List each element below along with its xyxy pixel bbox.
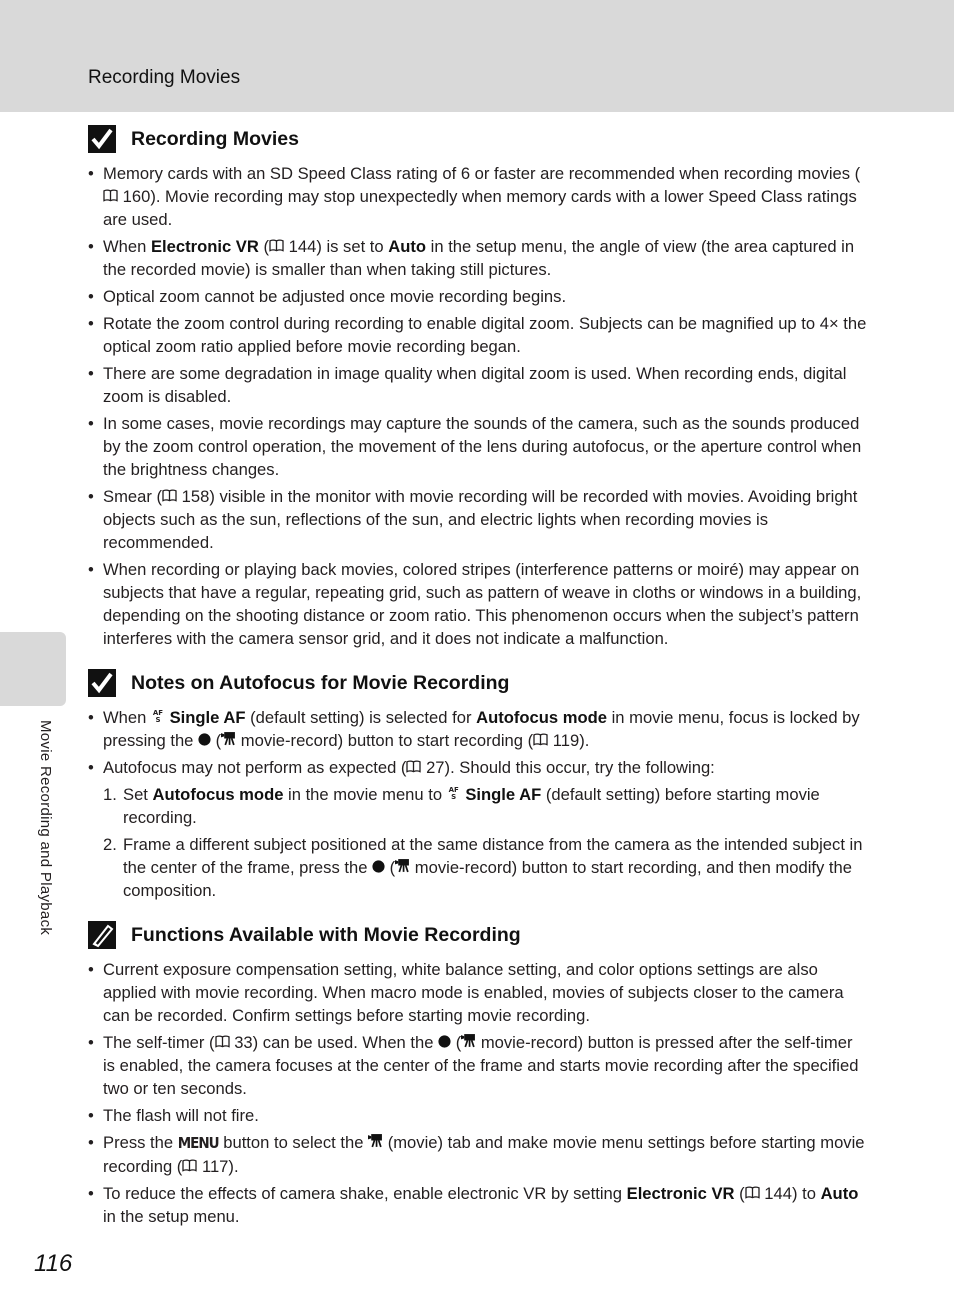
chapter-tab xyxy=(0,632,66,706)
book-reference-icon xyxy=(215,1035,230,1048)
movie-camera-icon xyxy=(221,731,236,746)
list-item: • There are some degradation in image quality when digital zoom is used. When recording ends, digital zoom is disabled. xyxy=(88,362,868,408)
list-item: • In some cases, movie recordings may capture the sounds of the camera, such as the sounds produced by the zoom control operation, the movement of the lens during autofocus, or the aperture control when the brightness changes. xyxy=(88,412,868,481)
page-header-title: Recording Movies xyxy=(88,67,241,88)
bullet-list xyxy=(88,162,868,650)
bullet-list xyxy=(88,706,868,902)
book-reference-icon xyxy=(406,760,421,773)
section-title: Recording Movies xyxy=(131,127,299,150)
list-item: • Memory cards with an SD Speed Class rating of 6 or faster are recommended when recording movies ( 160). Movie recording may stop unexpectedly when memory cards with a lower Speed Class ratings are used. xyxy=(88,162,868,231)
section-functions-available xyxy=(88,918,868,1228)
movie-camera-icon xyxy=(461,1033,476,1048)
section-heading xyxy=(88,122,868,156)
list-item: • When recording or playing back movies, colored stripes (interference patterns or moiré) may appear on subjects that have a regular, repeating grid, such as pattern of weave in cloths or windows in a building, depending on the shooting distance or zoom ratio. This phenomenon occurs when the subject’s pattern interferes with the camera sensor grid, and it does not indicate a malfunction. xyxy=(88,558,868,650)
section-title: Notes on Autofocus for Movie Recording xyxy=(131,671,510,694)
bullet-list xyxy=(88,958,868,1228)
book-reference-icon xyxy=(745,1186,760,1199)
book-reference-icon xyxy=(533,733,548,746)
numbered-steps xyxy=(103,783,868,902)
movie-camera-icon xyxy=(368,1133,383,1148)
note-pencil-icon xyxy=(88,921,116,949)
single-af-icon: AF S xyxy=(152,709,164,724)
list-item: • The flash will not fire. xyxy=(88,1104,868,1127)
list-item: • Smear ( 158) visible in the monitor with movie recording will be recorded with movies. Avoiding bright objects such as the sun, reflections of the sun, and electric lights when recording movies is recommended. xyxy=(88,485,868,554)
caution-check-icon xyxy=(88,669,116,697)
list-item: • The self-timer ( 33) can be used. When the ( movie-record) button is pressed after the self-timer is enabled, the camera focuses at the center of the frame and starts movie recording after the specified two or ten seconds. xyxy=(88,1031,868,1100)
list-item: • Press the MENU button to select the (movie) tab and make movie menu settings before starting movie recording ( 117). xyxy=(88,1131,868,1178)
header-band xyxy=(0,0,954,112)
book-reference-icon xyxy=(182,1159,197,1172)
section-heading xyxy=(88,918,868,952)
page-content xyxy=(88,122,868,1244)
step-item: 1. Set Autofocus mode in the movie menu to AF S Single AF (default setting) before starting movie recording. xyxy=(103,785,820,827)
book-reference-icon xyxy=(162,489,177,502)
list-item: • Optical zoom cannot be adjusted once movie recording begins. xyxy=(88,285,868,308)
menu-button-icon: MENU xyxy=(177,1134,219,1152)
list-item: • Current exposure compensation setting, white balance setting, and color options settings are also applied with movie recording. When macro mode is enabled, movies of subjects closer to the camera can be recorded. Confirm settings before starting movie recording. xyxy=(88,958,868,1027)
book-reference-icon xyxy=(103,189,118,202)
book-reference-icon xyxy=(269,239,284,252)
record-button-icon xyxy=(198,733,211,746)
list-item: • Autofocus may not perform as expected ( 27). Should this occur, try the following: 1. Set Autofocus mode in the movie menu to AF S Single AF (default setting) before starting movie recording. 2. Frame a different subject positioned at the same distance from the camera as the intended subject in the center of the frame, press the ( movie-record) button to start recording, and then modify the composition. xyxy=(88,756,868,902)
section-title: Functions Available with Movie Recording xyxy=(131,923,521,946)
list-item: • When AF S Single AF (default setting) is selected for Autofocus mode in movie menu, focus is locked by pressing the ( movie-record) button to start recording ( 119). xyxy=(88,706,868,752)
single-af-icon: AF S xyxy=(448,786,459,801)
list-item: • When Electronic VR ( 144) is set to Auto in the setup menu, the angle of view (the area captured in the recorded movie) is smaller than when taking still pictures. xyxy=(88,235,868,281)
page-number: 116 xyxy=(34,1250,73,1277)
record-button-icon xyxy=(438,1035,451,1048)
section-autofocus-notes xyxy=(88,666,868,902)
movie-camera-icon xyxy=(395,858,410,873)
list-item: • To reduce the effects of camera shake, enable electronic VR by setting Electronic VR ( 144) to Auto in the setup menu. xyxy=(88,1182,868,1228)
section-heading xyxy=(88,666,868,700)
section-recording-movies xyxy=(88,122,868,650)
chapter-tab-label: Movie Recording and Playback xyxy=(37,720,54,936)
record-button-icon xyxy=(372,860,385,873)
step-item: 2. Frame a different subject positioned at the same distance from the camera as the intended subject in the center of the frame, press the ( movie-record) button to start recording, and then modify the composition. xyxy=(103,835,863,900)
list-item: • Rotate the zoom control during recording to enable digital zoom. Subjects can be magnified up to 4× the optical zoom ratio applied before movie recording began. xyxy=(88,312,868,358)
caution-check-icon xyxy=(88,125,116,153)
